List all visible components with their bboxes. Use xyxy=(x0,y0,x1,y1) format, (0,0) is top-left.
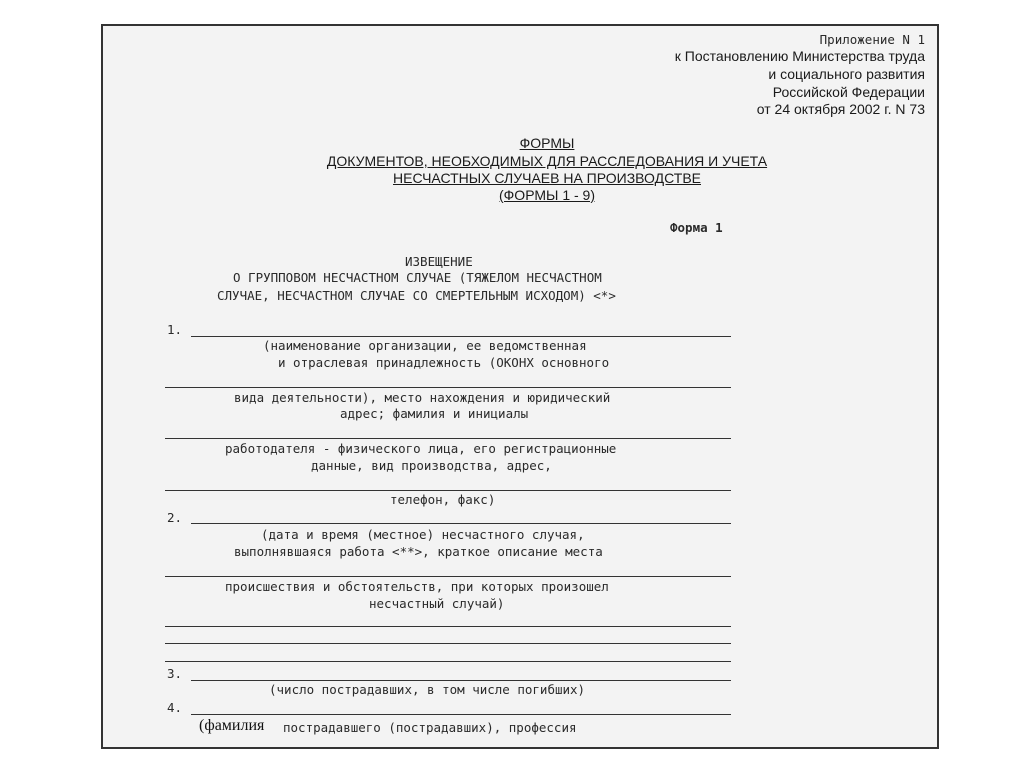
caption-activity: вида деятельности), место нахождения и юридический xyxy=(234,390,611,405)
caption-address: адрес; фамилия и инициалы xyxy=(340,406,529,421)
notice-title: ИЗВЕЩЕНИЕ xyxy=(405,254,473,269)
notice-subtitle-2: СЛУЧАЕ, НЕСЧАСТНОМ СЛУЧАЕ СО СМЕРТЕЛЬНЫМ ИСХОДОМ) <*> xyxy=(217,288,616,303)
item-number-3: 3. xyxy=(167,666,183,681)
caption-surname-word: (фамилия xyxy=(199,717,265,734)
decree-line-4: от 24 октября 2002 г. N 73 xyxy=(756,101,925,117)
field-line xyxy=(165,490,731,491)
field-line xyxy=(165,661,731,662)
caption-accident: несчастный случай) xyxy=(369,596,505,611)
decree-line-2: и социального развития xyxy=(768,66,925,82)
caption-org-name: (наименование организации, ее ведомственная xyxy=(263,338,587,353)
document-page xyxy=(101,24,939,749)
field-line xyxy=(165,387,731,388)
caption-org-affiliation: и отраслевая принадлежность (ОКОНХ основного xyxy=(278,355,610,370)
field-line xyxy=(191,680,731,681)
field-line xyxy=(165,643,731,644)
title-line-4: (ФОРМЫ 1 - 9) xyxy=(499,187,595,203)
field-line xyxy=(191,714,731,715)
caption-victims-count: (число пострадавших, в том числе погибших) xyxy=(269,682,586,697)
title-line-1: ФОРМЫ xyxy=(519,135,575,151)
title-line-2: ДОКУМЕНТОВ, НЕОБХОДИМЫХ ДЛЯ РАССЛЕДОВАНИЯ И УЧЕТА xyxy=(326,153,768,169)
item-number-4: 4. xyxy=(167,700,183,715)
notice-subtitle-1: О ГРУППОВОМ НЕСЧАСТНОМ СЛУЧАЕ (ТЯЖЕЛОМ НЕСЧАСТНОМ xyxy=(233,270,602,285)
caption-circumstances: происшествия и обстоятельств, при которых произошел xyxy=(225,579,609,594)
field-line xyxy=(191,336,731,337)
decree-line-3: Российской Федерации xyxy=(772,84,925,100)
item-number-1: 1. xyxy=(167,322,183,337)
caption-phone-fax: телефон, факс) xyxy=(390,492,496,507)
caption-victim-profession: пострадавшего (пострадавших), профессия xyxy=(283,720,577,735)
caption-employer: работодателя - физического лица, его регистрационные xyxy=(225,441,617,456)
form-label: Форма 1 xyxy=(670,220,723,235)
caption-registration: данные, вид производства, адрес, xyxy=(311,458,552,473)
field-line xyxy=(191,523,731,524)
field-line xyxy=(165,438,731,439)
caption-datetime: (дата и время (местное) несчастного случая, xyxy=(261,527,585,542)
decree-line-1: к Постановлению Министерства труда xyxy=(674,48,925,64)
item-number-2: 2. xyxy=(167,510,183,525)
title-line-3: НЕСЧАСТНЫХ СЛУЧАЕВ НА ПРОИЗВОДСТВЕ xyxy=(393,170,701,186)
appendix-label: Приложение N 1 xyxy=(819,32,925,47)
field-line xyxy=(165,576,731,577)
caption-work: выполнявшаяся работа <**>, краткое описание места xyxy=(234,544,603,559)
field-line xyxy=(165,626,731,627)
